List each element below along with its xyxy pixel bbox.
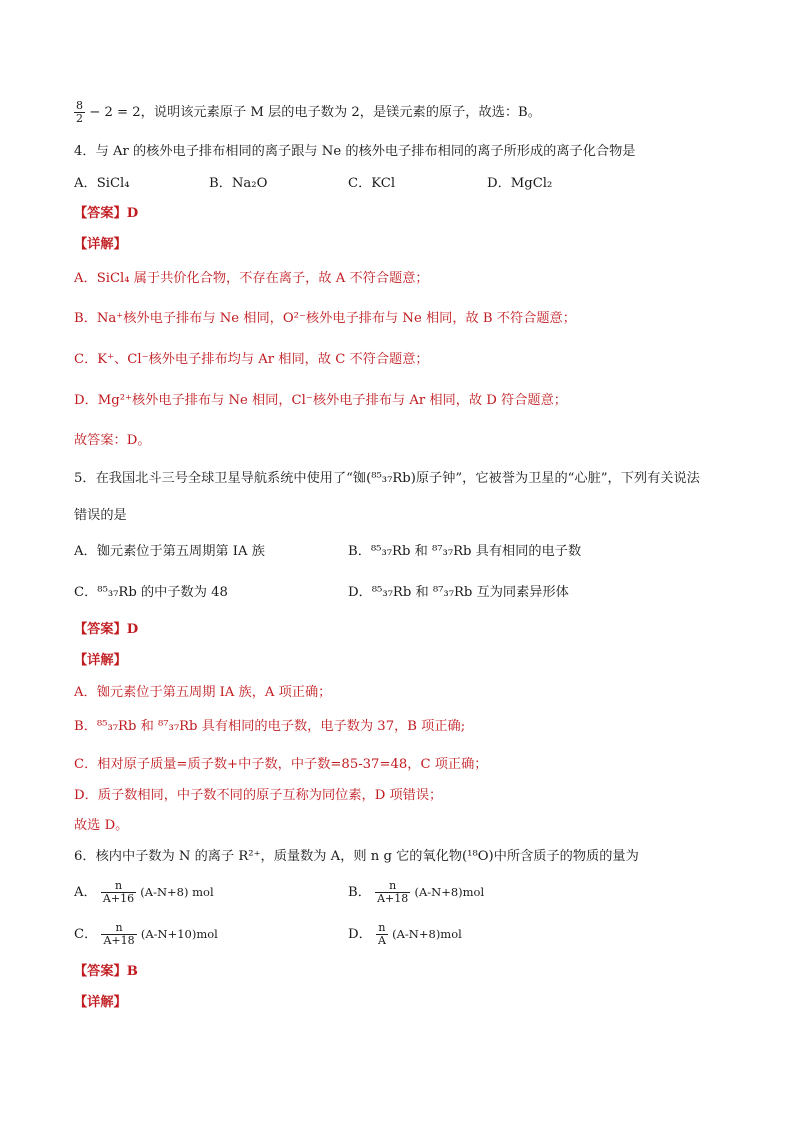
q6-option-b — [348, 880, 484, 905]
expression-tail: − 2 = 2 — [89, 105, 141, 120]
q6-option-a — [74, 880, 214, 905]
q6-option-b-denominator: A+18 — [377, 892, 409, 905]
q6-option-c-numerator: n — [101, 922, 136, 935]
q4-option-a: A．SiCl₄ — [74, 176, 130, 191]
q4-answer: 【答案】D — [74, 206, 139, 221]
q6-option-a-denominator: A+16 — [102, 892, 135, 905]
q4-conclusion: 故答案：D。 — [74, 433, 151, 448]
q6-option-d-tail: (A-N+8)mol — [392, 927, 462, 941]
q5-explain-a: A．铷元素位于第五周期 IA 族，A 项正确； — [74, 685, 332, 700]
q5-detail-label: 【详解】 — [74, 653, 127, 668]
q4-option-b: B．Na₂O — [209, 176, 268, 191]
q4-explain-c: C．K⁺、Cl⁻核外电子排布均与 Ar 相同，故 C 不符合题意； — [74, 352, 429, 367]
q6-detail-label: 【详解】 — [74, 995, 127, 1010]
q6-option-c-denominator: A+18 — [103, 934, 135, 947]
q4-option-d: D．MgCl₂ — [487, 176, 553, 191]
q6-option-a-fraction — [101, 880, 136, 905]
q5-option-d: D．⁸⁵₃₇Rb 和 ⁸⁷₃₇Rb 互为同素异形体 — [348, 585, 569, 600]
q6-option-a-label: A． — [74, 885, 97, 900]
q6-option-d-label: D． — [348, 927, 372, 942]
q4-stem: 4．与 Ar 的核外电子排布相同的离子跟与 Ne 的核外电子排布相同的离子所形成的离子化合物是 — [74, 144, 636, 159]
q4-explain-a: A．SiCl₄ 属于共价化合物，不存在离子，故 A 不符合题意； — [74, 271, 429, 286]
prev-answer-tail — [74, 100, 541, 125]
q6-stem: 6．核内中子数为 N 的离子 R²⁺，质量数为 A，则 n g 它的氧化物(¹⁸O)中所含质子的物质的量为 — [74, 849, 639, 864]
fraction — [74, 100, 85, 125]
q4-option-c: C．KCl — [348, 176, 396, 191]
q6-option-b-fraction — [375, 880, 410, 905]
q5-option-c: C．⁸⁵₃₇Rb 的中子数为 48 — [74, 585, 228, 600]
q6-option-c-tail: (A-N+10)mol — [140, 927, 218, 941]
q6-option-d — [348, 922, 462, 947]
q5-stem-line1: 5．在我国北斗三号全球卫星导航系统中使用了“铷(⁸⁵₃₇Rb)原子钟”，它被誉为卫星的“心脏”，下列有关说法 — [74, 471, 700, 486]
q5-explain-c: C．相对原子质量=质子数+中子数，中子数=85-37=48，C 项正确； — [74, 757, 488, 772]
q6-option-d-numerator: n — [376, 922, 388, 935]
q6-option-a-tail: (A-N+8) mol — [140, 885, 214, 899]
q5-explain-d: D．质子数相同，中子数不同的原子互称为同位素，D 项错误； — [74, 788, 443, 803]
q6-option-a-numerator: n — [101, 880, 136, 893]
q5-option-b: B．⁸⁵₃₇Rb 和 ⁸⁷₃₇Rb 具有相同的电子数 — [348, 544, 582, 559]
q6-option-c — [74, 922, 218, 947]
q6-option-c-label: C． — [74, 927, 98, 942]
q5-conclusion: 故选 D。 — [74, 818, 129, 833]
q6-option-d-fraction — [376, 922, 388, 947]
q6-option-b-numerator: n — [375, 880, 410, 893]
fraction-numerator: 8 — [76, 99, 83, 112]
fraction-denominator: 2 — [76, 112, 83, 125]
q6-option-b-tail: (A-N+8)mol — [414, 885, 485, 899]
q6-option-d-denominator: A — [377, 934, 386, 947]
q6-option-c-fraction — [101, 922, 136, 947]
q5-explain-b: B．⁸⁵₃₇Rb 和 ⁸⁷₃₇Rb 具有相同的电子数，电子数为 37，B 项正确; — [74, 719, 466, 734]
q4-detail-label: 【详解】 — [74, 237, 127, 252]
q5-stem-line2: 错误的是 — [74, 508, 127, 523]
q6-answer: 【答案】B — [74, 964, 138, 979]
q5-option-a: A．铷元素位于第五周期第 IA 族 — [74, 544, 265, 559]
q4-explain-b: B．Na⁺核外电子排布与 Ne 相同，O²⁻核外电子排布与 Ne 相同，故 B 不符合题意； — [74, 311, 576, 326]
q5-answer: 【答案】D — [74, 622, 139, 637]
q6-option-b-label: B． — [348, 885, 371, 900]
q4-explain-d: D．Mg²⁺核外电子排布与 Ne 相同，Cl⁻核外电子排布与 Ar 相同，故 D 符合题意； — [74, 393, 567, 408]
prev-answer-text: ，说明该元素原子 M 层的电子数为 2，是镁元素的原子，故选：B。 — [140, 105, 541, 120]
